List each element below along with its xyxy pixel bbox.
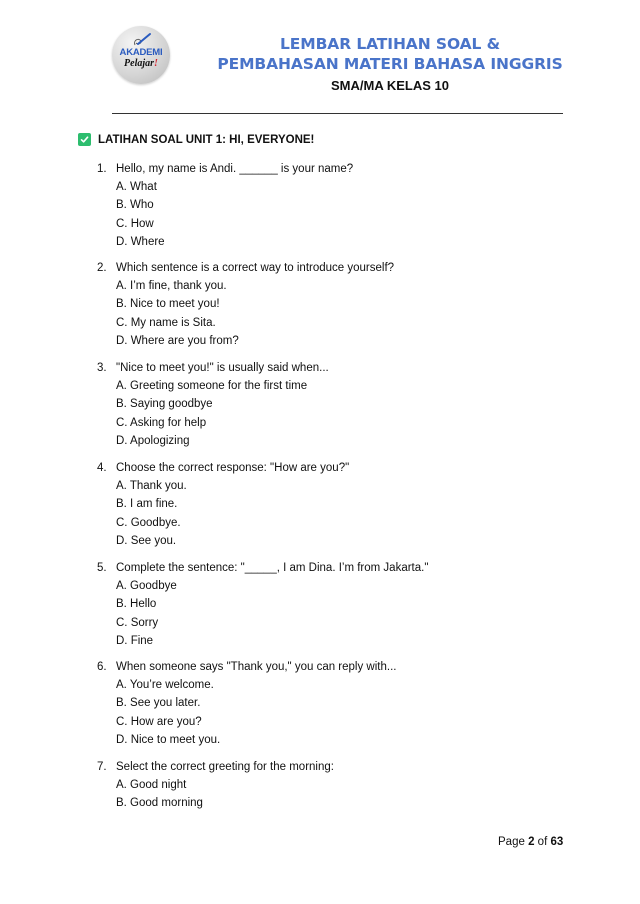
question-stem: Choose the correct response: "How are you?" — [116, 462, 350, 474]
answer-option: A. What — [116, 181, 157, 193]
section-title: LATIHAN SOAL UNIT 1: HI, EVERYONE! — [98, 133, 315, 146]
pen-swoosh-icon — [132, 32, 152, 48]
logo-pelajar-word: Pelajar — [124, 58, 155, 69]
answer-option: C. Asking for help — [116, 417, 207, 429]
document-subtitle: SMA/MA KELAS 10 — [331, 78, 449, 93]
question-stem: "Nice to meet you!" is usually said when... — [116, 362, 329, 374]
question-number: 2. — [97, 262, 107, 274]
checkbox-checked-icon — [78, 133, 91, 146]
question-number: 3. — [97, 362, 107, 374]
answer-option: C. Sorry — [116, 617, 159, 629]
answer-option: B. See you later. — [116, 697, 201, 709]
section-heading — [78, 133, 314, 146]
answer-option: A. Good night — [116, 779, 187, 791]
answer-option: D. Nice to meet you. — [116, 734, 221, 746]
question-number: 5. — [97, 562, 107, 574]
question-stem: When someone says "Thank you," you can reply with... — [116, 661, 397, 673]
answer-option: D. Where are you from? — [116, 335, 239, 347]
of-label: of — [537, 836, 548, 848]
question-stem: Select the correct greeting for the morning: — [116, 761, 334, 773]
answer-option: B. I am fine. — [116, 498, 178, 510]
answer-option: C. How — [116, 218, 154, 230]
question-number: 1. — [97, 163, 107, 175]
total-pages: 63 — [550, 836, 564, 848]
question-number: 6. — [97, 661, 107, 673]
page-label: Page — [498, 836, 525, 848]
logo-text-akademi: AKADEMI — [119, 47, 163, 58]
logo — [112, 26, 170, 84]
page-number — [498, 836, 563, 848]
answer-option: C. How are you? — [116, 716, 202, 728]
question-number: 4. — [97, 462, 107, 474]
document-title-line2: PEMBAHASAN MATERI BAHASA INGGRIS — [217, 55, 563, 73]
answer-option: A. You’re welcome. — [116, 679, 214, 691]
question-stem: Which sentence is a correct way to introduce yourself? — [116, 262, 395, 274]
answer-option: B. Saying goodbye — [116, 398, 213, 410]
answer-option: A. I’m fine, thank you. — [116, 280, 227, 292]
question-number: 7. — [97, 761, 107, 773]
answer-option: D. Apologizing — [116, 435, 190, 447]
answer-option: A. Goodbye — [116, 580, 177, 592]
logo-text-pelajar — [112, 58, 170, 69]
answer-option: C. My name is Sita. — [116, 317, 216, 329]
answer-option: B. Hello — [116, 598, 157, 610]
answer-option: C. Goodbye. — [116, 517, 181, 529]
document-title-line1: LEMBAR LATIHAN SOAL & — [280, 35, 500, 53]
answer-option: B. Good morning — [116, 797, 203, 809]
header-divider — [112, 113, 563, 114]
logo-exclamation: ! — [154, 58, 158, 69]
answer-option: B. Who — [116, 199, 154, 211]
question-stem: Hello, my name is Andi. ______ is your name? — [116, 163, 354, 175]
current-page: 2 — [528, 836, 535, 848]
answer-option: B. Nice to meet you! — [116, 298, 220, 310]
answer-option: D. See you. — [116, 535, 177, 547]
question-stem: Complete the sentence: "_____, I am Dina. I’m from Jakarta." — [116, 562, 429, 574]
answer-option: A. Greeting someone for the first time — [116, 380, 308, 392]
answer-option: D. Where — [116, 236, 165, 248]
answer-option: D. Fine — [116, 635, 154, 647]
answer-option: A. Thank you. — [116, 480, 187, 492]
